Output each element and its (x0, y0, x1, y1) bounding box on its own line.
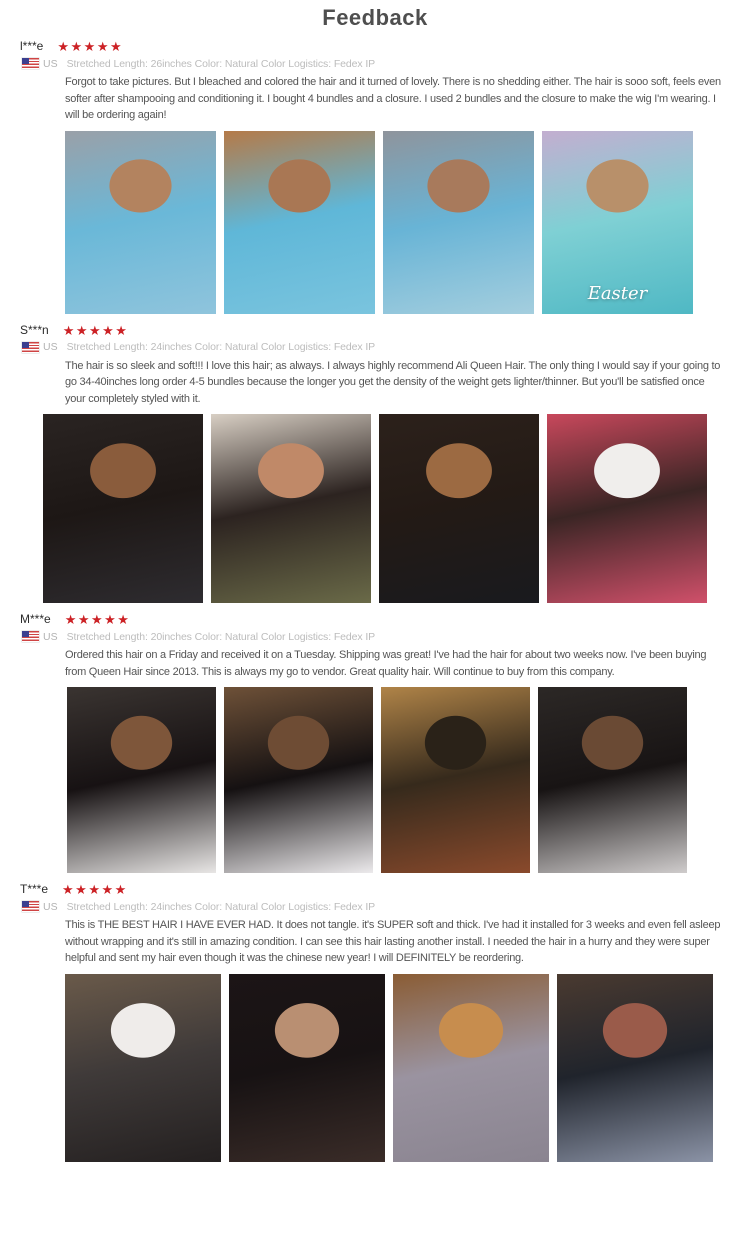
photo-overlay-text: Easter (587, 282, 648, 304)
us-flag-icon (22, 58, 39, 69)
review-header (20, 611, 750, 628)
photo-dark-hair-selfie-sunlit[interactable] (43, 414, 203, 603)
review-photos-row (65, 131, 750, 314)
us-flag-icon (22, 631, 39, 642)
photo-mirror-selfie-gold-phone[interactable] (538, 687, 687, 873)
review-text: This is THE BEST HAIR I HAVE EVER HAD. It does not tangle. it's SUPER soft and thick. I've had it installed for 3 weeks and even fell asleep without wrapping and it's still in amazing condition. I can see this hair lasting another install. I needed the hair in a hurry and they were super helpful and sent my hair even though it was the chinese new year! I will DEFINITELY be reordering. (65, 919, 721, 964)
reviewer-name: l***e (20, 39, 44, 53)
star-rating: ★★★★★ (62, 882, 128, 897)
review-header (20, 38, 750, 55)
review-text: Forgot to take pictures. But I bleached and colored the hair and it turned of lovely. There is no shedding either. The hair is sooo soft, feels even softer after shampooing and conditioning it. I bought 4 bundles and a closure. I used 2 bundles and the closure to make the wig I'm wearing. I will be ordering again! (65, 76, 721, 121)
photo-blue-hair-selfie-cat-ears[interactable] (224, 131, 375, 314)
star-rating: ★★★★★ (64, 612, 131, 627)
review-header (20, 881, 750, 898)
review-header (20, 322, 750, 339)
order-attributes: Stretched Length: 20inches Color: Natural Color Logistics: Fedex IP (66, 630, 376, 643)
review-text: The hair is so sleek and soft!!! I love this hair; as always. I always highly recommend Ali Queen Hair. The only thing I would say if your going to go 34-40inches long order 4-5 bundles because the longer you get the density of the weight gets lighter/thinner. But you'll be satisfied once your completely styled with it. (65, 359, 721, 405)
reviewer-country: US (43, 900, 58, 913)
photo-blue-hair-selfie-2[interactable] (383, 131, 534, 314)
photo-lace-closure-part-closeup[interactable] (229, 974, 385, 1162)
review-photos-row (43, 414, 750, 603)
order-attributes: Stretched Length: 24inches Color: Natural Color Logistics: Fedex IP (66, 341, 376, 353)
photo-blonde-install-sparkly-dress[interactable] (393, 974, 549, 1162)
photo-dark-hair-selfie-sunlit-2[interactable] (379, 414, 539, 603)
review-subheader (22, 57, 750, 70)
reviewer-country: US (43, 57, 58, 70)
photo-dark-hair-lying-down[interactable] (211, 414, 371, 603)
review-subheader (22, 341, 750, 354)
review-text: Ordered this hair on a Friday and received it on a Tuesday. Shipping was great! I've had the hair for about two weeks now. I've been buying from Queen Hair since 2013. This is always my go to vendor. Great quality hair. Will continue to buy from this company. (65, 649, 707, 678)
photo-wavy-install-back-view[interactable] (381, 687, 530, 873)
photo-blue-hair-selfie-car[interactable] (65, 131, 216, 314)
photo-coiled-hair-bundles-tags[interactable] (65, 974, 221, 1162)
reviewer-name: S***n (20, 322, 49, 337)
photo-wavy-hair-selfie-smiling[interactable] (224, 687, 373, 873)
review-subheader (22, 900, 750, 913)
us-flag-icon (22, 342, 39, 353)
reviewer-country: US (43, 341, 58, 353)
review-photos-row (65, 974, 750, 1162)
reviewer-country: US (43, 630, 58, 643)
reviewer-name: T***e (20, 882, 49, 896)
order-attributes: Stretched Length: 24inches Color: Natural Color Logistics: Fedex IP (66, 900, 376, 913)
review-item (0, 611, 750, 873)
page-title: Feedback (322, 5, 428, 30)
review-subheader (22, 630, 750, 643)
star-rating: ★★★★★ (57, 39, 124, 54)
photo-wavy-hair-selfie-white-top[interactable] (67, 687, 216, 873)
star-rating: ★★★★★ (62, 322, 129, 338)
photo-blue-hair-easter-filter[interactable] (542, 131, 693, 314)
photo-hair-bundles-pink-fabric[interactable] (547, 414, 707, 603)
review-item (0, 38, 750, 314)
review-item (0, 322, 750, 604)
review-item (0, 881, 750, 1162)
photo-prom-couple[interactable] (557, 974, 713, 1162)
review-photos-row (67, 687, 750, 873)
reviewer-name: M***e (20, 612, 51, 626)
us-flag-icon (22, 901, 39, 912)
order-attributes: Stretched Length: 26inches Color: Natural Color Logistics: Fedex IP (66, 57, 376, 70)
